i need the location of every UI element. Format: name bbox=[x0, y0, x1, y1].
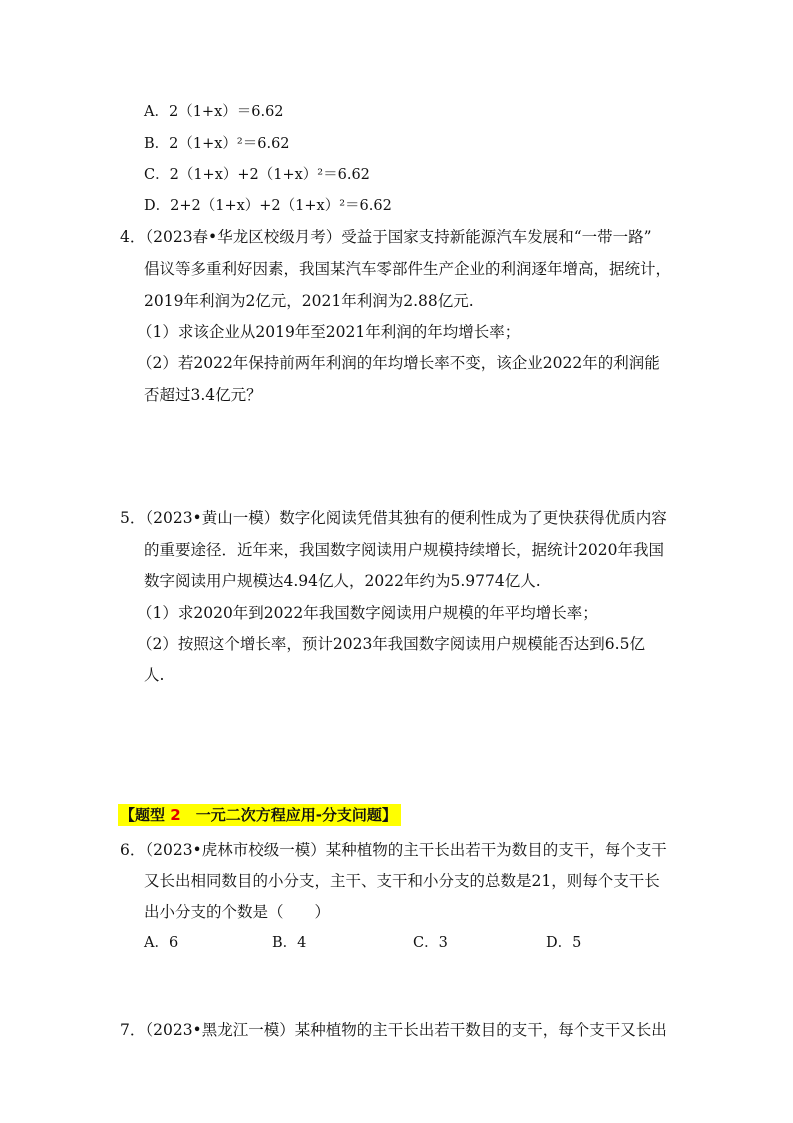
section-open: 【题型 bbox=[120, 806, 166, 824]
q6-stem-line-3: 出小分支的个数是（ ） bbox=[144, 903, 331, 921]
q5-sub-question-1: （1）求2020年到2022年我国数字阅读用户规模的年平均增长率； bbox=[137, 604, 598, 622]
q4-stem-line-1: 4．（2023春•华龙区校级月考）受益于国家支持新能源汽车发展和“一带一路” bbox=[120, 228, 652, 246]
q5-stem-line-1: 5．（2023•黄山一模）数字化阅读凭借其独有的便利性成为了更快获得优质内容 bbox=[120, 509, 667, 527]
q6-option-a: A．6 bbox=[144, 935, 179, 951]
q6-option-b: B．4 bbox=[272, 935, 307, 951]
q6-stem-line-2: 又长出相同数目的小分支，主干、支干和小分支的总数是21，则每个支干长 bbox=[144, 872, 660, 890]
q4-stem-line-2: 倡议等多重利好因素，我国某汽车零部件生产企业的利润逐年增高，据统计， bbox=[144, 260, 672, 278]
q4-sub-question-2: （2）若2022年保持前两年利润的年均增长率不变，该企业2022年的利润能 bbox=[137, 354, 660, 372]
q3-option-c: C．2（1+x）+2（1+x）²＝6.62 bbox=[144, 167, 370, 183]
q5-stem-line-2: 的重要途径．近年来，我国数字阅读用户规模持续增长，据统计2020年我国 bbox=[144, 541, 664, 559]
q5-sub-question-2: （2）按照这个增长率，预计2023年我国数字阅读用户规模能否达到6.5亿 bbox=[137, 635, 645, 653]
q3-option-a: A．2（1+x）＝6.62 bbox=[144, 104, 284, 120]
section-number: 2 bbox=[170, 806, 181, 824]
q5-sub-question-2-cont: 人. bbox=[144, 666, 165, 684]
q4-sub-question-2-cont: 否超过3.4亿元？ bbox=[144, 386, 262, 404]
q3-option-d: D．2+2（1+x）+2（1+x）²＝6.62 bbox=[144, 198, 392, 214]
q3-option-b: B．2（1+x）²＝6.62 bbox=[144, 136, 290, 152]
section-title-text: 一元二次方程应用-分支问题】 bbox=[195, 806, 397, 824]
q4-stem-line-3: 2019年利润为2亿元，2021年利润为2.88亿元. bbox=[144, 292, 474, 310]
q5-stem-line-3: 数字阅读用户规模达4.94亿人，2022年约为5.9774亿人. bbox=[144, 572, 541, 590]
q6-option-d: D．5 bbox=[546, 935, 582, 951]
q4-sub-question-1: （1）求该企业从2019年至2021年利润的年均增长率； bbox=[137, 323, 521, 341]
q7-stem-line-1: 7．（2023•黑龙江一模）某种植物的主干长出若干数目的支干，每个支干又长出 bbox=[120, 1021, 667, 1039]
q6-option-c: C．3 bbox=[413, 935, 448, 951]
section-heading bbox=[118, 804, 401, 826]
q6-stem-line-1: 6．（2023•虎林市校级一模）某种植物的主干长出若干为数目的支干，每个支干 bbox=[120, 841, 667, 859]
